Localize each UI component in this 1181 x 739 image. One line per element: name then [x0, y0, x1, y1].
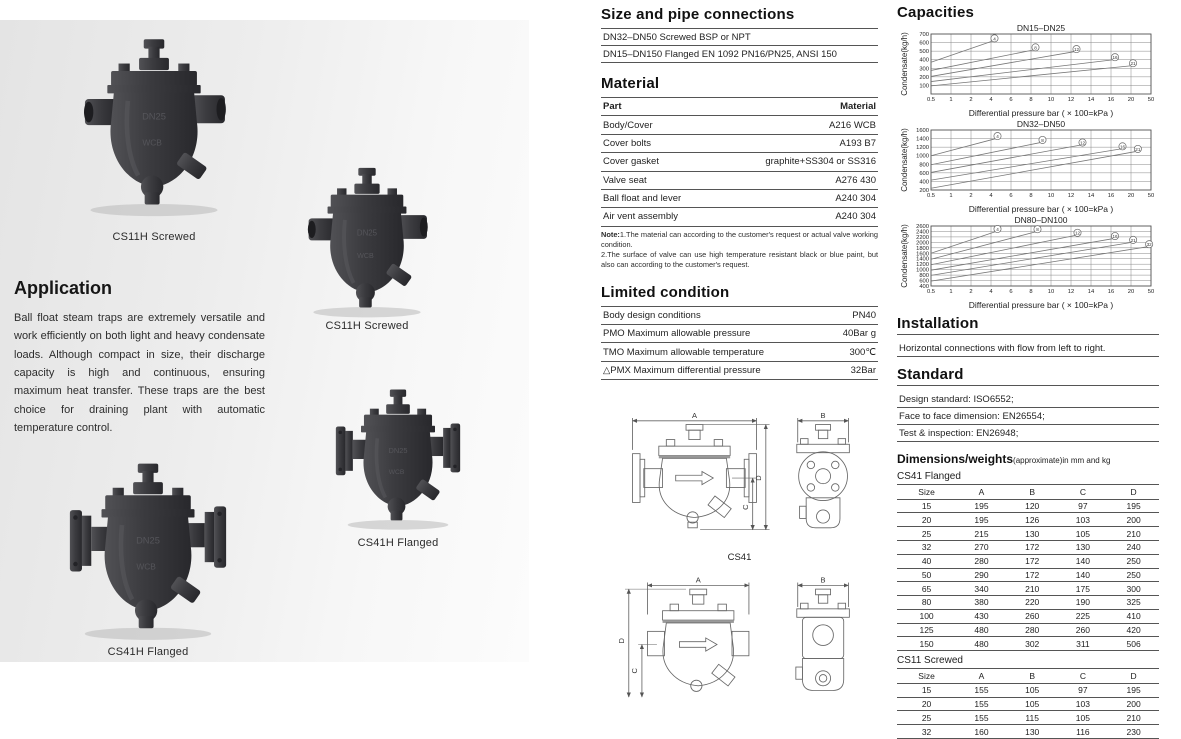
svg-text:4: 4 [996, 226, 999, 232]
svg-text:1: 1 [949, 193, 953, 199]
svg-text:32: 32 [1146, 242, 1152, 248]
table-cell: 175 [1058, 582, 1109, 596]
table-cell: 195 [1108, 683, 1159, 697]
table-cell: 32 [897, 725, 956, 739]
table-cell: Air vent assembly [601, 208, 717, 226]
table-cell: △PMX Maximum differential pressure [601, 361, 827, 379]
table-cell: 20 [897, 513, 956, 527]
svg-text:50: 50 [1147, 289, 1155, 295]
table-cell: 25 [897, 527, 956, 541]
svg-text:200: 200 [919, 188, 929, 194]
svg-text:400: 400 [919, 179, 929, 186]
table-cell: 100 [897, 609, 956, 623]
svg-text:Condensate(kg/h): Condensate(kg/h) [900, 32, 909, 96]
table-row [897, 623, 1159, 637]
svg-text:14: 14 [1087, 193, 1095, 199]
product-photo-label: CS41H Flanged [357, 537, 439, 549]
svg-text:10: 10 [1047, 193, 1055, 199]
svg-text:400: 400 [919, 284, 929, 290]
svg-text:0.5: 0.5 [926, 289, 936, 295]
table-cell: 195 [956, 513, 1007, 527]
product-photo-label: CS41H Flanged [107, 646, 189, 658]
dim-label-b: B [820, 575, 826, 585]
svg-text:400: 400 [919, 57, 929, 64]
svg-text:DN25: DN25 [388, 446, 408, 456]
svg-text:600: 600 [919, 170, 929, 177]
svg-text:20: 20 [1127, 289, 1135, 295]
product-photo-panel [0, 20, 529, 662]
table-cell: 32 [897, 540, 956, 554]
table-cell: 40Bar g [827, 324, 878, 342]
table-cell: 130 [1058, 540, 1109, 554]
svg-text:Condensate(kg/h): Condensate(kg/h) [900, 128, 909, 192]
table-cell: A240 304 [717, 208, 878, 226]
table-row [897, 540, 1159, 554]
table-cell: graphite+SS304 or SS316 [717, 153, 878, 171]
dim-label-b: B [820, 411, 826, 421]
svg-text:16: 16 [1119, 144, 1126, 150]
dim-label-a: A [691, 411, 697, 421]
svg-text:1000: 1000 [916, 153, 929, 160]
svg-text:WCB: WCB [142, 137, 162, 148]
table-cell: 290 [956, 568, 1007, 582]
material-section-title: Material [601, 75, 660, 92]
svg-text:0.5: 0.5 [926, 193, 936, 199]
table-cell: 130 [1007, 725, 1058, 739]
table-row [897, 513, 1159, 527]
svg-text:50: 50 [1147, 193, 1155, 199]
table-cell: 210 [1108, 527, 1159, 541]
table-cell: 300℃ [827, 343, 878, 361]
list-item: DN15–DN150 Flanged EN 1092 PN16/PN25, ANSI 150 [601, 46, 878, 63]
table-cell: 480 [956, 623, 1007, 637]
limited-section-title: Limited condition [601, 283, 730, 301]
svg-text:20: 20 [1127, 97, 1135, 103]
table-cell: 116 [1058, 725, 1109, 739]
right-column [897, 4, 1159, 739]
table-cell: 280 [1007, 623, 1058, 637]
table-cell: 340 [956, 582, 1007, 596]
svg-text:21: 21 [1130, 237, 1136, 243]
svg-text:12: 12 [1067, 97, 1075, 103]
table-cell: 155 [956, 711, 1007, 725]
svg-text:12: 12 [1067, 289, 1075, 295]
table-cell: 32Bar [827, 361, 878, 379]
svg-text:4: 4 [993, 36, 996, 42]
cs11-table-caption: CS11 Screwed [897, 655, 963, 667]
table-cell: 240 [1108, 540, 1159, 554]
svg-text:DN25: DN25 [136, 535, 160, 546]
table-cell: 270 [956, 540, 1007, 554]
table-cell: 125 [897, 623, 956, 637]
table-row [601, 306, 878, 324]
table-row [897, 499, 1159, 513]
table-row [601, 343, 878, 361]
svg-text:4: 4 [989, 193, 993, 199]
table-cell: 200 [1108, 513, 1159, 527]
table-cell: 115 [1007, 711, 1058, 725]
svg-text:50: 50 [1147, 97, 1155, 103]
column-header: A [956, 669, 1007, 684]
svg-text:8: 8 [1029, 193, 1033, 199]
size-connections-list [601, 28, 878, 63]
table-cell: PN40 [827, 306, 878, 324]
svg-text:0.5: 0.5 [926, 97, 936, 103]
installation-body: Horizontal connections with flow from left to right. [897, 340, 1159, 357]
material-note [601, 230, 878, 270]
product-photo-cs41h-1 [322, 385, 474, 533]
table-row [897, 697, 1159, 711]
note-line-2: 2.The surface of valve can use high temperature resistant black or blue paint, but also can according to the customer's request. [601, 249, 878, 269]
svg-text:1200: 1200 [916, 262, 929, 269]
column-header: B [1007, 669, 1058, 684]
svg-text:4: 4 [989, 289, 993, 295]
table-cell: 97 [1058, 499, 1109, 513]
table-cell: 195 [956, 499, 1007, 513]
svg-text:800: 800 [919, 162, 929, 169]
svg-text:10: 10 [1047, 97, 1055, 103]
svg-text:10: 10 [1047, 289, 1055, 295]
table-cell: 140 [1058, 568, 1109, 582]
table-row [897, 711, 1159, 725]
table-cell: 172 [1007, 540, 1058, 554]
svg-text:600: 600 [919, 40, 929, 47]
column-header: D [1108, 485, 1159, 500]
svg-text:1: 1 [949, 289, 953, 295]
table-cell: 280 [956, 554, 1007, 568]
cs11-dimensions-table [897, 668, 1159, 739]
svg-text:Differential pressure bar ( ×: Differential pressure bar ( × 100=kPa ) [968, 108, 1114, 118]
svg-text:12: 12 [1067, 193, 1075, 199]
table-cell: 311 [1058, 637, 1109, 651]
table-cell: 210 [1007, 582, 1058, 596]
svg-text:14: 14 [1087, 289, 1095, 295]
svg-text:600: 600 [919, 278, 929, 285]
svg-text:21: 21 [1130, 61, 1136, 67]
table-cell: Cover bolts [601, 134, 717, 152]
table-cell: 225 [1058, 609, 1109, 623]
column-header: Material [717, 98, 878, 116]
list-item: Face to face dimension: EN26554; [897, 408, 1159, 425]
table-cell: 120 [1007, 499, 1058, 513]
standard-list [897, 391, 1159, 442]
table-cell: A193 B7 [717, 134, 878, 152]
application-title: Application [14, 278, 112, 298]
table-cell: 260 [1007, 609, 1058, 623]
svg-text:16: 16 [1107, 193, 1115, 199]
svg-text:2600: 2600 [916, 224, 929, 230]
svg-text:Differential pressure bar ( ×: Differential pressure bar ( × 100=kPa ) [968, 204, 1114, 214]
svg-text:8: 8 [1041, 137, 1044, 143]
table-cell: 160 [956, 725, 1007, 739]
table-row [897, 596, 1159, 610]
capacity-chart-dn80-dn100 [897, 215, 1159, 311]
svg-text:1400: 1400 [916, 136, 929, 143]
technical-drawing-cs11 [601, 573, 878, 701]
table-cell: A240 304 [717, 189, 878, 207]
installation-title: Installation [897, 315, 1159, 335]
table-cell: 380 [956, 596, 1007, 610]
table-row [897, 554, 1159, 568]
svg-text:16: 16 [1112, 233, 1118, 239]
svg-text:16: 16 [1112, 55, 1118, 61]
capacity-chart-dn32-dn50 [897, 119, 1159, 215]
table-row [897, 725, 1159, 739]
table-cell: 40 [897, 554, 956, 568]
svg-text:WCB: WCB [388, 468, 405, 476]
svg-text:2400: 2400 [916, 229, 929, 236]
table-row [897, 683, 1159, 697]
table-cell: 260 [1058, 623, 1109, 637]
svg-text:8: 8 [1029, 289, 1033, 295]
svg-text:1000: 1000 [916, 267, 929, 274]
table-cell: 480 [956, 637, 1007, 651]
limited-condition-table [601, 306, 878, 381]
table-cell: Ball float and lever [601, 189, 717, 207]
column-header: A [956, 485, 1007, 500]
svg-text:500: 500 [919, 49, 929, 56]
product-photo-cs41h-2 [56, 458, 240, 644]
dimensions-title-units: in mm and kg [1062, 456, 1111, 465]
table-cell: 103 [1058, 697, 1109, 711]
table-cell: 410 [1108, 609, 1159, 623]
dim-label-d: D [616, 638, 626, 644]
dim-label-c: C [629, 668, 639, 674]
svg-text:20: 20 [1127, 193, 1135, 199]
table-row [601, 361, 878, 379]
table-row [601, 189, 878, 207]
table-cell: 20 [897, 697, 956, 711]
capacity-chart-dn15-dn25 [897, 23, 1159, 119]
svg-text:2: 2 [969, 193, 973, 199]
dimensions-title-suffix: (approximate) [1013, 456, 1063, 465]
list-item: Test & inspection: EN26948; [897, 425, 1159, 442]
table-cell: Cover gasket [601, 153, 717, 171]
table-cell: 325 [1108, 596, 1159, 610]
table-header-row [897, 485, 1159, 500]
svg-text:2: 2 [969, 97, 973, 103]
table-cell: 103 [1058, 513, 1109, 527]
svg-text:1600: 1600 [916, 128, 929, 134]
table-cell: A216 WCB [717, 116, 878, 134]
table-cell: 15 [897, 683, 956, 697]
table-cell: 105 [1058, 711, 1109, 725]
table-row [897, 568, 1159, 582]
table-cell: 300 [1108, 582, 1159, 596]
svg-text:8: 8 [1034, 45, 1037, 51]
table-cell: 126 [1007, 513, 1058, 527]
column-header: B [1007, 485, 1058, 500]
table-cell: 155 [956, 683, 1007, 697]
svg-text:12: 12 [1074, 230, 1081, 236]
column-header: Size [897, 485, 956, 500]
svg-text:16: 16 [1107, 97, 1115, 103]
svg-text:6: 6 [1009, 289, 1013, 295]
table-cell: 195 [1108, 499, 1159, 513]
svg-text:6: 6 [1009, 193, 1013, 199]
svg-text:WCB: WCB [136, 561, 156, 572]
svg-text:14: 14 [1087, 97, 1095, 103]
table-row [897, 582, 1159, 596]
svg-text:700: 700 [919, 32, 929, 38]
table-row [601, 116, 878, 134]
svg-text:DN25: DN25 [142, 111, 166, 122]
svg-text:16: 16 [1107, 289, 1115, 295]
svg-text:1800: 1800 [916, 245, 929, 252]
table-cell: 420 [1108, 623, 1159, 637]
product-photo-cs11h-2 [296, 158, 438, 326]
table-cell: A276 430 [717, 171, 878, 189]
table-row [897, 609, 1159, 623]
svg-text:800: 800 [919, 273, 929, 280]
table-cell: 250 [1108, 554, 1159, 568]
table-cell: 25 [897, 711, 956, 725]
column-header: C [1058, 669, 1109, 684]
capacities-title: Capacities [897, 4, 975, 21]
svg-text:100: 100 [919, 83, 929, 90]
table-header-row [601, 98, 878, 116]
table-cell: 105 [1007, 697, 1058, 711]
cs41-dimensions-table [897, 484, 1159, 651]
table-cell: 150 [897, 637, 956, 651]
column-header: C [1058, 485, 1109, 500]
dimensions-title-main: Dimensions/weights [897, 452, 1014, 466]
table-cell: 15 [897, 499, 956, 513]
svg-text:200: 200 [919, 74, 929, 81]
svg-text:2200: 2200 [916, 234, 929, 241]
table-cell: 140 [1058, 554, 1109, 568]
dim-label-a: A [695, 575, 701, 585]
table-cell: 172 [1007, 554, 1058, 568]
product-photo-label: CS11H Screwed [325, 320, 409, 332]
table-cell: 190 [1058, 596, 1109, 610]
table-cell: TMO Maximum allowable temperature [601, 343, 827, 361]
svg-text:DN25: DN25 [356, 228, 378, 238]
table-cell: 302 [1007, 637, 1058, 651]
application-body: Ball float steam traps are extremely versatile and work efficiently on both light and heavy condensate loads. Although compact in size, their discharge capacity is high and continuous, ensuring maximum heat transfer. These traps are the best choice for draining plant with automatic temperature control. [14, 312, 265, 435]
column-header: Part [601, 98, 717, 116]
svg-text:4: 4 [989, 97, 993, 103]
table-cell: Valve seat [601, 171, 717, 189]
table-row [601, 153, 878, 171]
svg-text:2: 2 [969, 289, 973, 295]
svg-text:12: 12 [1079, 140, 1086, 146]
svg-text:8: 8 [1036, 227, 1039, 233]
table-cell: 130 [1007, 527, 1058, 541]
list-item: Design standard: ISO6552; [897, 391, 1159, 408]
svg-text:DN32–DN50: DN32–DN50 [1016, 119, 1066, 129]
svg-text:4: 4 [996, 133, 999, 139]
table-row [601, 171, 878, 189]
table-cell: 105 [1007, 683, 1058, 697]
svg-text:Differential pressure bar ( ×: Differential pressure bar ( × 100=kPa ) [968, 300, 1114, 310]
technical-drawing-cs41 [601, 408, 878, 563]
column-header: D [1108, 669, 1159, 684]
table-row [601, 324, 878, 342]
table-row [601, 134, 878, 152]
svg-text:Condensate(kg/h): Condensate(kg/h) [900, 224, 909, 288]
size-section-title: Size and pipe connections [601, 6, 795, 23]
standard-title: Standard [897, 366, 1159, 386]
table-cell: 65 [897, 582, 956, 596]
table-cell: 230 [1108, 725, 1159, 739]
product-photo-cs11h-1 [70, 28, 238, 226]
svg-text:1200: 1200 [916, 145, 929, 152]
table-cell: 97 [1058, 683, 1109, 697]
table-row [897, 527, 1159, 541]
middle-column [601, 6, 878, 701]
svg-text:21: 21 [1135, 146, 1141, 152]
svg-text:6: 6 [1009, 97, 1013, 103]
table-row [601, 208, 878, 226]
product-photo-label: CS11H Screwed [112, 231, 196, 243]
dimensions-title [897, 452, 1159, 466]
svg-text:1600: 1600 [916, 251, 929, 258]
table-cell: 80 [897, 596, 956, 610]
table-cell: Body design conditions [601, 306, 827, 324]
table-cell: 200 [1108, 697, 1159, 711]
drawing-caption: CS41 [727, 552, 752, 564]
svg-text:DN15–DN25: DN15–DN25 [1016, 23, 1066, 33]
table-cell: 155 [956, 697, 1007, 711]
dim-label-c: C [740, 504, 750, 510]
table-cell: PMO Maximum allowable pressure [601, 324, 827, 342]
list-item: DN32–DN50 Screwed BSP or NPT [601, 29, 878, 46]
cs41-table-caption: CS41 Flanged [897, 471, 961, 482]
table-cell: 220 [1007, 596, 1058, 610]
svg-text:300: 300 [919, 66, 929, 73]
table-cell: 215 [956, 527, 1007, 541]
material-table [601, 97, 878, 227]
table-cell: 50 [897, 568, 956, 582]
table-cell: 250 [1108, 568, 1159, 582]
table-cell: 506 [1108, 637, 1159, 651]
svg-text:12: 12 [1073, 46, 1080, 52]
table-cell: Body/Cover [601, 116, 717, 134]
svg-text:8: 8 [1029, 97, 1033, 103]
table-cell: 210 [1108, 711, 1159, 725]
table-header-row [897, 669, 1159, 684]
svg-text:2000: 2000 [916, 240, 929, 247]
table-cell: 172 [1007, 568, 1058, 582]
svg-text:DN80–DN100: DN80–DN100 [1014, 215, 1068, 225]
note-line-1: 1.The material can according to the customer's request or actual valve working condition. [601, 229, 878, 249]
column-header: Size [897, 669, 956, 684]
table-cell: 105 [1058, 527, 1109, 541]
svg-text:WCB: WCB [357, 251, 374, 260]
note-label: Note: [601, 229, 620, 239]
table-cell: 430 [956, 609, 1007, 623]
svg-text:1: 1 [949, 97, 953, 103]
table-row [897, 637, 1159, 651]
dim-label-d: D [753, 475, 763, 481]
svg-text:1400: 1400 [916, 256, 929, 263]
